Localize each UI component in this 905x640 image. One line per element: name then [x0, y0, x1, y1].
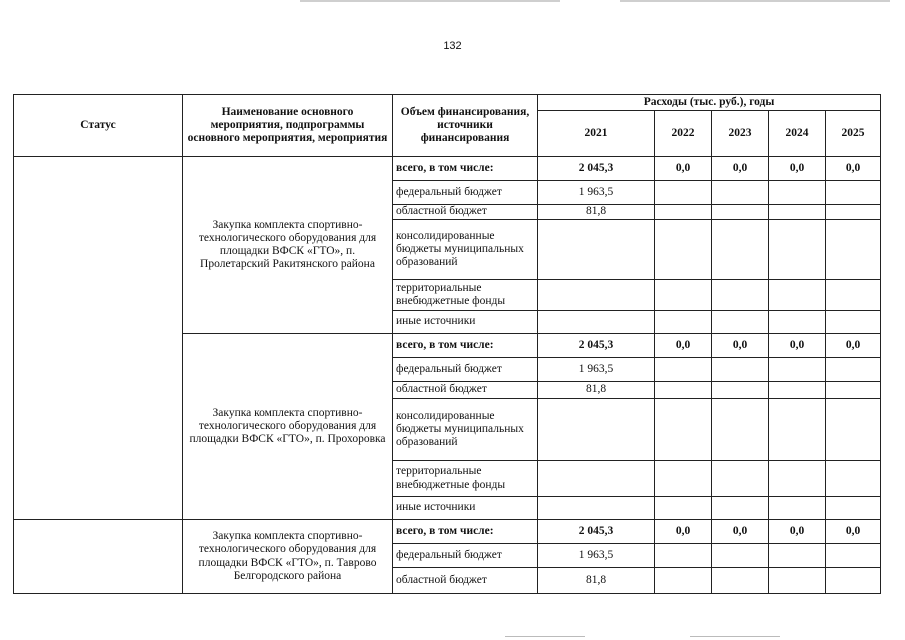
value-cell: 1 963,5: [538, 181, 655, 205]
value-cell: 0,0: [769, 157, 826, 181]
value-cell: 0,0: [655, 157, 712, 181]
value-cell: [712, 205, 769, 220]
value-cell: [769, 497, 826, 520]
header-year: 2022: [655, 111, 712, 157]
header-funding: Объем финансирования, источники финансирования: [393, 95, 538, 157]
header-status: Статус: [14, 95, 183, 157]
value-cell: 81,8: [538, 382, 655, 399]
value-cell: [655, 205, 712, 220]
status-cell: [14, 157, 183, 520]
value-cell: [769, 358, 826, 382]
value-cell: [712, 311, 769, 334]
value-cell: [769, 568, 826, 594]
funding-source: федеральный бюджет: [393, 544, 538, 568]
value-cell: [655, 280, 712, 311]
value-cell: [712, 399, 769, 461]
header-year: 2025: [826, 111, 881, 157]
financing-table: [13, 94, 881, 594]
value-cell: [538, 461, 655, 497]
value-cell: [769, 399, 826, 461]
value-cell: 0,0: [712, 157, 769, 181]
scan-edge-line-right: [620, 0, 890, 2]
funding-source: всего, в том числе:: [393, 157, 538, 181]
value-cell: [712, 220, 769, 280]
value-cell: [826, 382, 881, 399]
value-cell: [826, 544, 881, 568]
value-cell: 0,0: [769, 520, 826, 544]
value-cell: [826, 311, 881, 334]
value-cell: [538, 399, 655, 461]
value-cell: [712, 382, 769, 399]
value-cell: [826, 181, 881, 205]
funding-source: областной бюджет: [393, 382, 538, 399]
value-cell: [826, 461, 881, 497]
value-cell: [769, 382, 826, 399]
funding-source: федеральный бюджет: [393, 181, 538, 205]
scan-bottom-line-right: [690, 636, 780, 637]
value-cell: 0,0: [826, 334, 881, 358]
value-cell: [538, 497, 655, 520]
value-cell: 81,8: [538, 568, 655, 594]
funding-source: консолидированные бюджеты муниципальных образований: [393, 399, 538, 461]
value-cell: [538, 311, 655, 334]
funding-source: территориальные внебюджетные фонды: [393, 461, 538, 497]
event-name: Закупка комплекта спортивно-технологического оборудования для площадки ВФСК «ГТО», п. Таврово Белгородского района: [183, 520, 393, 594]
funding-source: консолидированные бюджеты муниципальных образований: [393, 220, 538, 280]
funding-source: федеральный бюджет: [393, 358, 538, 382]
value-cell: [712, 280, 769, 311]
status-cell: [14, 520, 183, 594]
value-cell: [826, 205, 881, 220]
page-number: 132: [443, 40, 462, 52]
value-cell: [769, 205, 826, 220]
scan-edge-line-left: [300, 0, 560, 2]
funding-source: иные источники: [393, 497, 538, 520]
header-year: 2021: [538, 111, 655, 157]
value-cell: [655, 181, 712, 205]
value-cell: [712, 358, 769, 382]
value-cell: [655, 568, 712, 594]
value-cell: [769, 220, 826, 280]
value-cell: 0,0: [826, 520, 881, 544]
value-cell: [655, 358, 712, 382]
value-cell: 1 963,5: [538, 544, 655, 568]
value-cell: [538, 220, 655, 280]
event-name: Закупка комплекта спортивно-технологического оборудования для площадки ВФСК «ГТО», п. Прохоровка: [183, 334, 393, 520]
value-cell: [712, 568, 769, 594]
value-cell: [655, 544, 712, 568]
value-cell: 2 045,3: [538, 334, 655, 358]
funding-source: областной бюджет: [393, 568, 538, 594]
value-cell: [826, 358, 881, 382]
value-cell: [655, 461, 712, 497]
header-expenses: Расходы (тыс. руб.), годы: [538, 95, 881, 111]
value-cell: [826, 399, 881, 461]
header-year: 2023: [712, 111, 769, 157]
value-cell: [712, 497, 769, 520]
value-cell: [538, 280, 655, 311]
value-cell: [769, 461, 826, 497]
funding-source: иные источники: [393, 311, 538, 334]
value-cell: [826, 220, 881, 280]
value-cell: [769, 544, 826, 568]
value-cell: [655, 382, 712, 399]
value-cell: [712, 181, 769, 205]
funding-source: всего, в том числе:: [393, 334, 538, 358]
scan-bottom-line-left: [505, 636, 585, 637]
funding-source: всего, в том числе:: [393, 520, 538, 544]
value-cell: [826, 280, 881, 311]
value-cell: 0,0: [712, 520, 769, 544]
value-cell: [655, 497, 712, 520]
value-cell: [769, 280, 826, 311]
value-cell: [655, 311, 712, 334]
value-cell: 2 045,3: [538, 157, 655, 181]
value-cell: 0,0: [655, 334, 712, 358]
header-name: Наименование основного мероприятия, подпрограммы основного мероприятия, мероприятия: [183, 95, 393, 157]
value-cell: 0,0: [769, 334, 826, 358]
value-cell: 81,8: [538, 205, 655, 220]
value-cell: 0,0: [712, 334, 769, 358]
value-cell: 0,0: [826, 157, 881, 181]
value-cell: [826, 497, 881, 520]
funding-source: областной бюджет: [393, 205, 538, 220]
value-cell: 0,0: [655, 520, 712, 544]
funding-source: территориальные внебюджетные фонды: [393, 280, 538, 311]
value-cell: [712, 461, 769, 497]
value-cell: 1 963,5: [538, 358, 655, 382]
event-name: Закупка комплекта спортивно-технологического оборудования для площадки ВФСК «ГТО», п. Пролетарский Ракитянского района: [183, 157, 393, 334]
value-cell: [826, 568, 881, 594]
value-cell: 2 045,3: [538, 520, 655, 544]
value-cell: [712, 544, 769, 568]
value-cell: [655, 220, 712, 280]
value-cell: [655, 399, 712, 461]
value-cell: [769, 181, 826, 205]
value-cell: [769, 311, 826, 334]
header-year: 2024: [769, 111, 826, 157]
